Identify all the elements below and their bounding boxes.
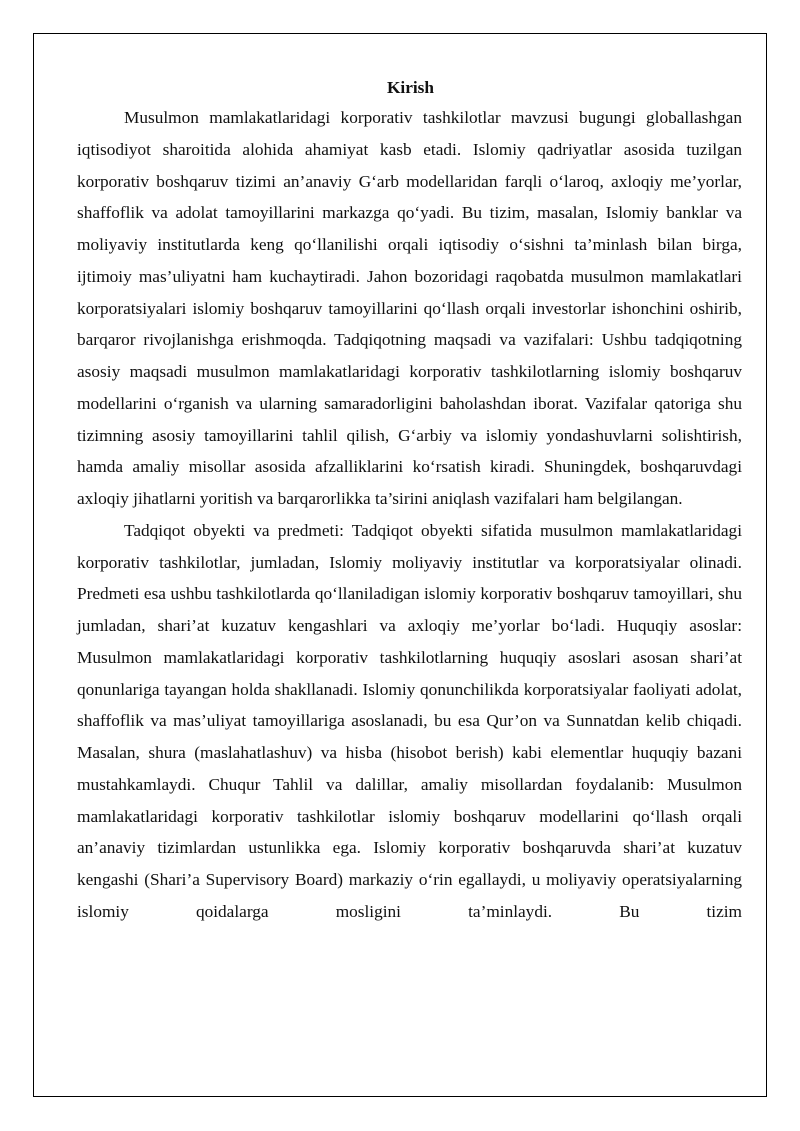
paragraph-introduction: Musulmon mamlakatlaridagi korporativ tashkilotlar mavzusi bugungi globallashgan iqtisodiyot sharoitida alohida ahamiyat kasb etadi. Islomiy qadriyatlar asosida tuzilgan korporativ boshqaruv tizimi an’anaviy G‘arb modellaridan farqli o‘laroq, axloqiy me’yorlar, shaffoflik va adolat tamoyillarini markazga qo‘yadi. Bu tizim, masalan, Islomiy banklar va moliyaviy institutlarda keng qo‘llanilishi orqali iqtisodiy o‘sishni ta’minlash bilan birga, ijtimoiy mas’uliyatni ham kuchaytiradi. Jahon bozoridagi raqobatda musulmon mamlakatlari korporatsiyalari islomiy boshqaruv tamoyillarini qo‘llash orqali investorlar ishonchini oshirib, barqaror rivojlanishga erishmoqda. Tadqiqotning maqsadi va vazifalari: Ushbu tadqiqotning asosiy maqsadi musulmon mamlakatlaridagi korporativ tashkilotlarning islomiy boshqaruv modellarini o‘rganish va ularning samaradorligini baholashdan iborat. Vazifalar qatoriga shu tizimning asosiy tamoyillarini tahlil qilish, G‘arbiy va islomiy yondashuvlarni solishtirish, hamda amaliy misollar asosida afzalliklarini ko‘rsatish kiradi. Shuningdek, boshqaruvdagi axloqiy jihatlarni yoritish va barqarorlikka ta’sirini aniqlash vazifalari ham belgilangan. [77, 108, 742, 508]
document-body [77, 74, 742, 928]
paragraph-research-object: Tadqiqot obyekti va predmeti: Tadqiqot obyekti sifatida musulmon mamlakatlaridagi korporativ tashkilotlar, jumladan, Islomiy moliyaviy institutlar va korporatsiyalar olinadi. Predmeti esa ushbu tashkilotlarda qo‘llaniladigan islomiy korporativ boshqaruv tamoyillari, shu jumladan, shari’at kuzatuv kengashlari va axloqiy me’yorlar bo‘ladi. Huquqiy asoslar: Musulmon mamlakatlaridagi korporativ tashkilotlarning huquqiy asoslari asosan shari’at qonunlariga tayangan holda shakllanadi. Islomiy qonunchilikda korporatsiyalar faoliyati adolat, shaffoflik va mas’uliyat tamoyillariga asoslanadi, bu esa Qur’on va Sunnatdan kelib chiqadi. Masalan, shura (maslahatlashuv) va hisba (hisobot berish) kabi elementlar huquqiy bazani mustahkamlaydi. Chuqur Tahlil va dalillar, amaliy misollardan foydalanib: Musulmon mamlakatlaridagi korporativ tashkilotlar islomiy boshqaruv modellarini qo‘llash orqali an’anaviy tizimlardan ustunlikka ega. Islomiy korporativ boshqaruvda shari’at kuzatuv kengashi (Shari’a Supervisory Board) markaziy o‘rin egallaydi, u moliyaviy operatsiyalarning islomiy qoidalarga mosligini ta’minlaydi. Bu tizim [77, 520, 742, 921]
document-title: Kirish [386, 78, 435, 97]
